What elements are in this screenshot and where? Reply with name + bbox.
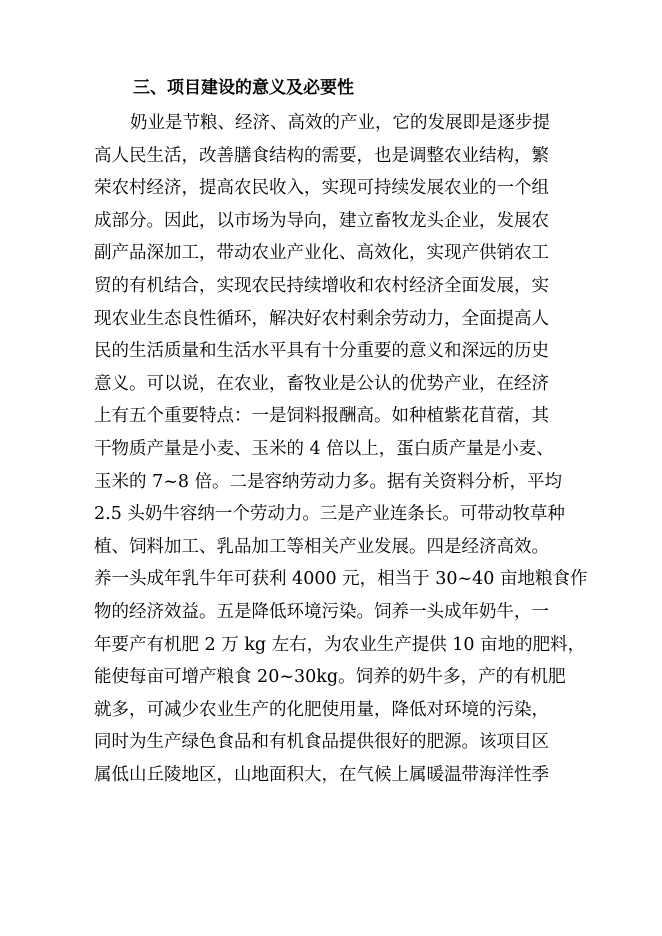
paragraph-line: 副产品深加工，带动农业产业化、高效化，实现产供销农工 bbox=[94, 243, 549, 264]
paragraph-line: 年要产有机肥 2 万 kg 左右，为农业生产提供 10 亩地的肥料， bbox=[94, 634, 586, 655]
paragraph-line: 荣农村经济，提高农民收入，实现可持续发展农业的一个组 bbox=[94, 178, 549, 199]
paragraph-line: 成部分。因此，以市场为导向，建立畜牧龙头企业，发展农 bbox=[94, 210, 549, 231]
paragraph-line: 高人民生活，改善膳食结构的需要，也是调整农业结构，繁 bbox=[94, 145, 549, 166]
paragraph-line: 同时为生产绿色食品和有机食品提供很好的肥源。该项目区 bbox=[94, 732, 549, 753]
paragraph-line: 贸的有机结合，实现农民持续增收和农村经济全面发展，实 bbox=[94, 275, 549, 296]
paragraph-line: 物的经济效益。五是降低环境污染。饲养一头成年奶牛，一 bbox=[94, 601, 549, 622]
paragraph-line: 就多，可减少农业生产的化肥使用量，降低对环境的污染， bbox=[94, 699, 549, 720]
paragraph-line: 民的生活质量和生活水平具有十分重要的意义和深远的历史 bbox=[94, 341, 549, 362]
paragraph-line: 属低山丘陵地区，山地面积大，在气候上属暖温带海洋性季 bbox=[94, 764, 549, 785]
paragraph-line: 现农业生态良性循环，解决好农村剩余劳动力，全面提高人 bbox=[94, 308, 549, 329]
paragraph-line: 奶业是节粮、经济、高效的产业，它的发展即是逐步提 bbox=[130, 113, 550, 133]
paragraph-line: 能使每亩可增产粮食 20~30kg。饲养的奶牛多，产的有机肥 bbox=[94, 667, 566, 688]
paragraph-line: 植、饲料加工、乳品加工等相关产业发展。四是经济高效。 bbox=[94, 536, 549, 557]
paragraph-line: 上有五个重要特点：一是饲料报酬高。如种植紫花苜蓿，其 bbox=[94, 406, 549, 427]
paragraph-line: 干物质产量是小麦、玉米的 4 倍以上，蛋白质产量是小麦、 bbox=[94, 438, 554, 459]
section-heading: 三、项目建设的意义及必要性 bbox=[133, 78, 354, 98]
body-paragraph bbox=[94, 107, 588, 791]
paragraph-line: 意义。可以说，在农业，畜牧业是公认的优势产业，在经济 bbox=[94, 373, 549, 394]
paragraph-line: 养一头成年乳牛年可获利 4000 元，相当于 30~40 亩地粮食作 bbox=[94, 569, 588, 590]
paragraph-line: 2.5 头奶牛容纳一个劳动力。三是产业连条长。可带动牧草种 bbox=[94, 504, 565, 525]
paragraph-line: 玉米的 7~8 倍。二是容纳劳动力多。据有关资料分析，平均 bbox=[94, 471, 563, 492]
